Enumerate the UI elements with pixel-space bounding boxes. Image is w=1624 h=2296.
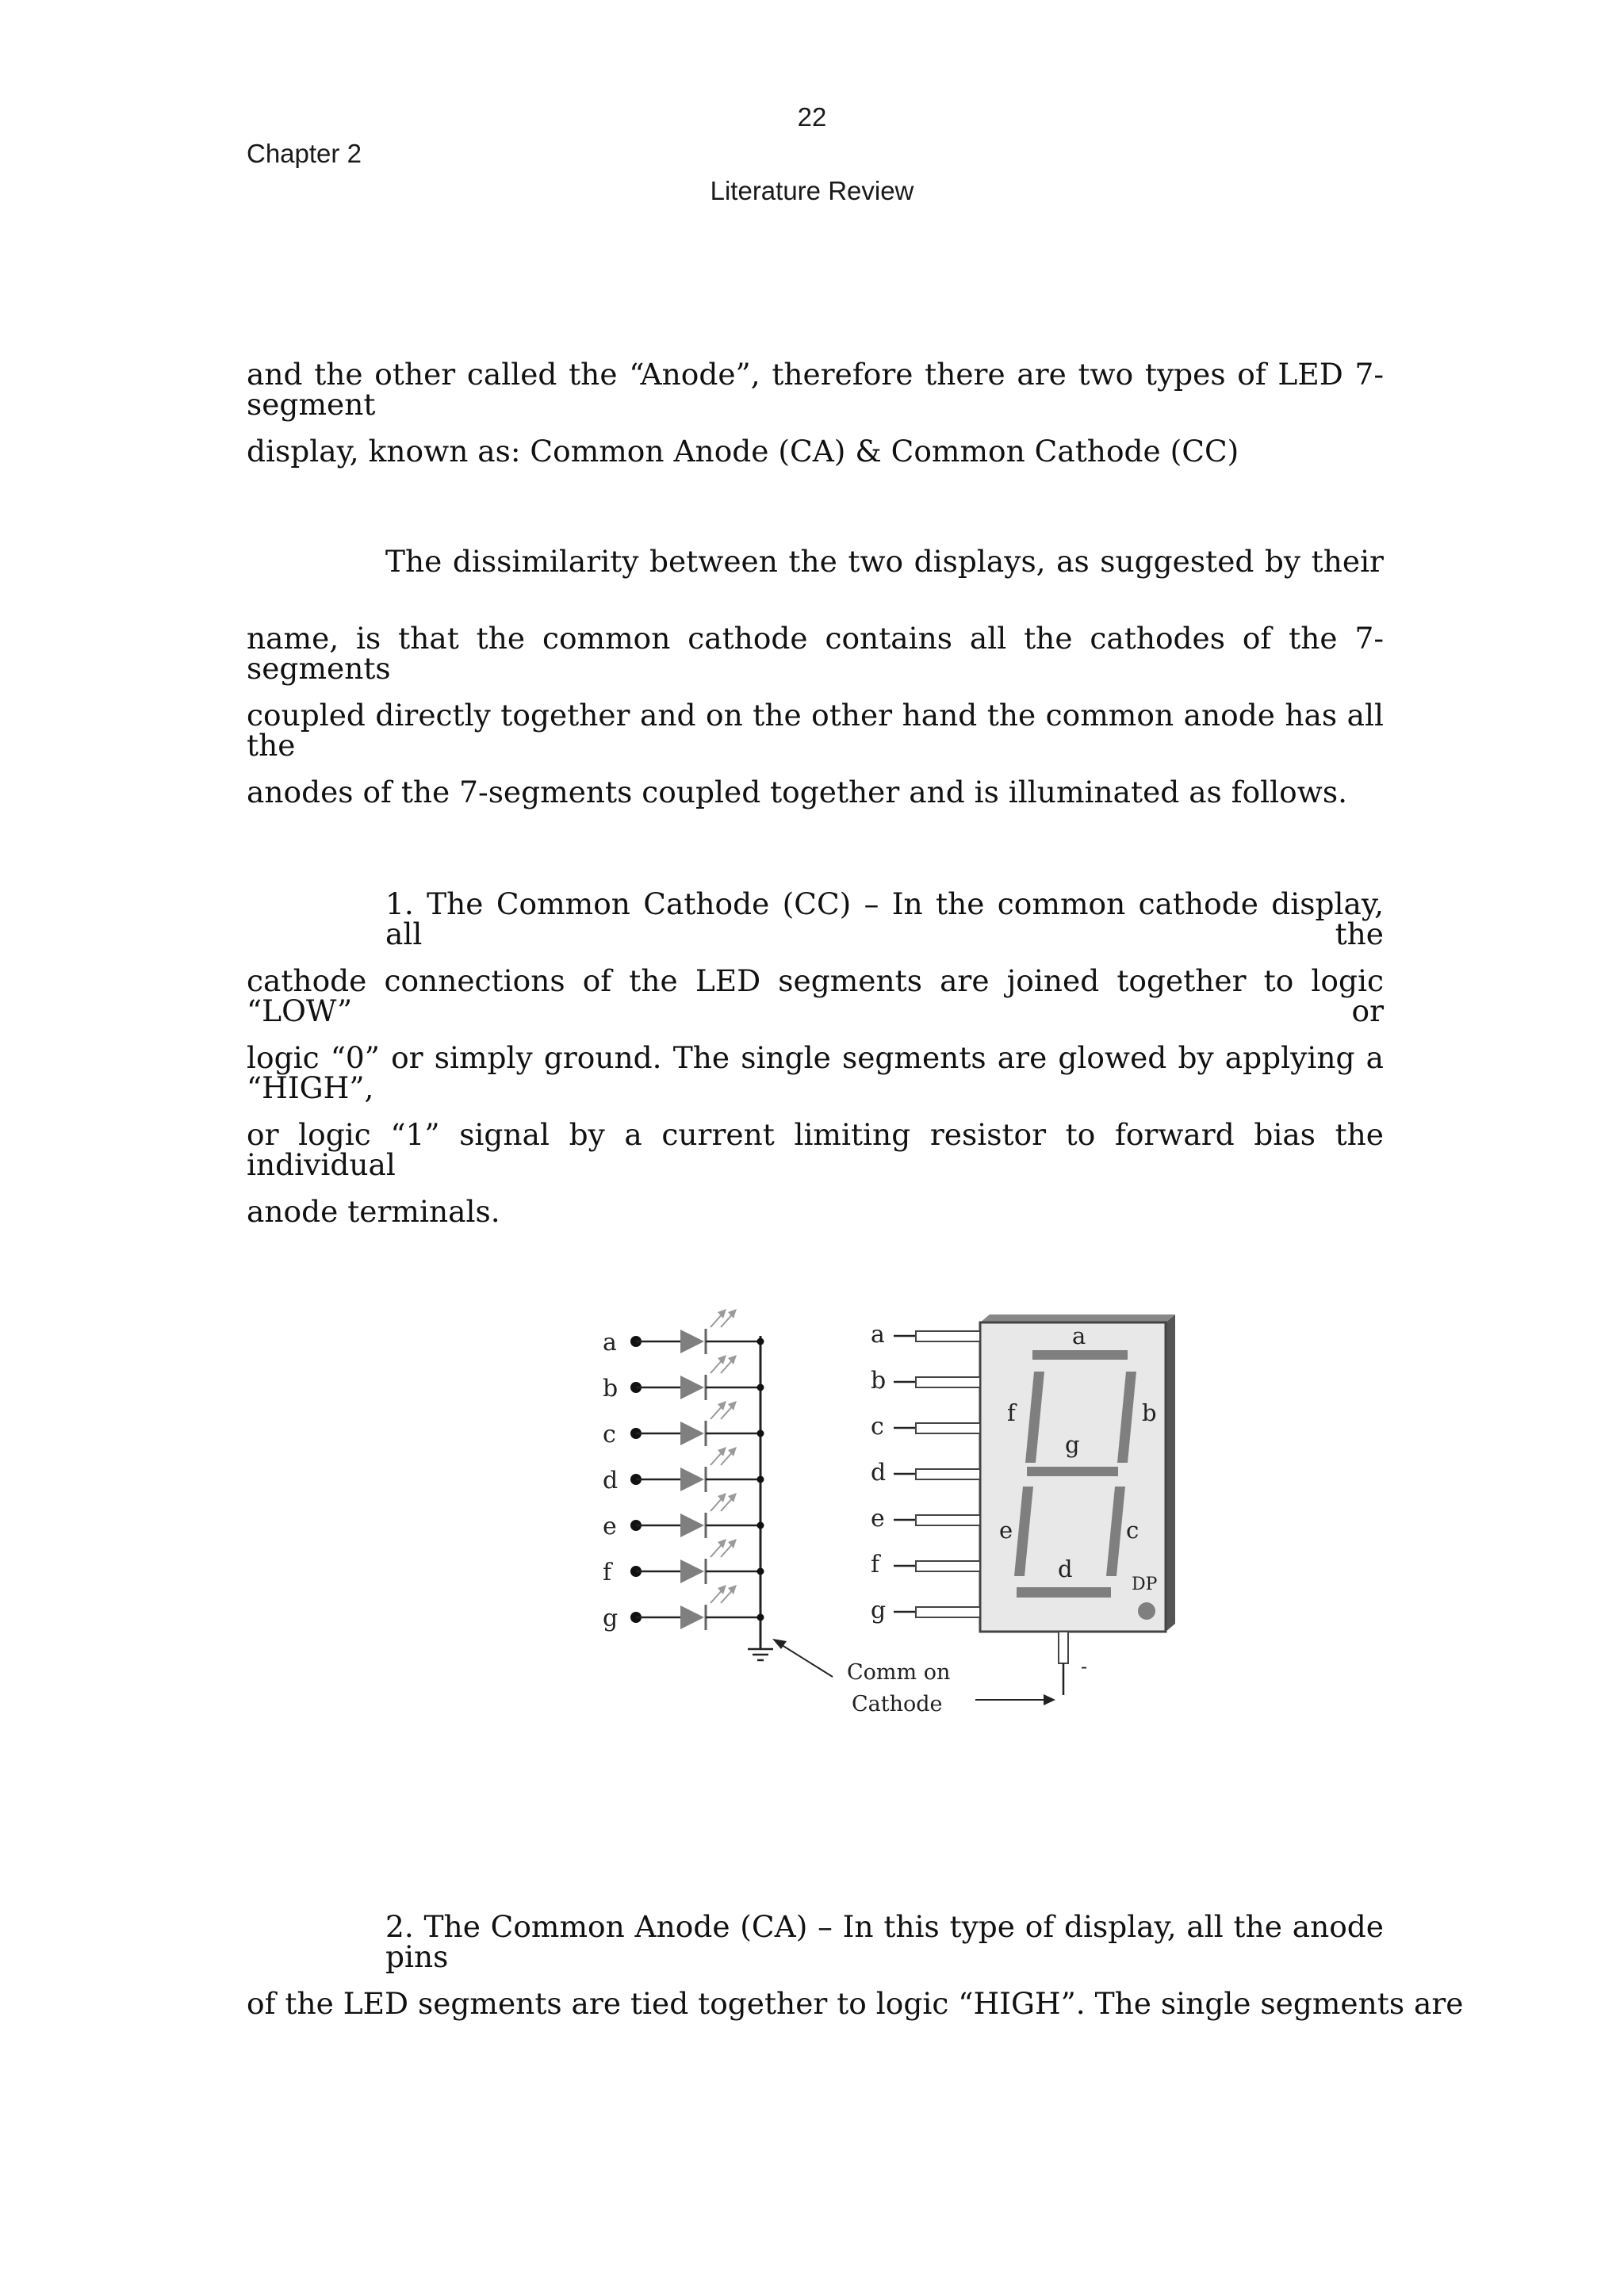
pin-label-a: a (603, 1329, 617, 1357)
segment-a (1032, 1350, 1128, 1360)
section-title: Literature Review (710, 176, 914, 205)
junction-dot (757, 1522, 764, 1529)
pin-lead-icon (916, 1469, 980, 1479)
junction-dot (757, 1614, 764, 1621)
common-pin-icon (1059, 1632, 1068, 1663)
chapter-label: Chapter 2 (247, 139, 362, 168)
pin-label-b: b (603, 1375, 619, 1402)
common-label-line1: Comm on (847, 1660, 951, 1685)
junction-dot (757, 1338, 764, 1345)
text-line: The dissimilarity between the two displays, as suggested by their (385, 544, 1384, 579)
text-line: or logic “1” signal by a current limiting resistor to forward bias the individual (247, 1117, 1384, 1182)
led-diode-icon (680, 1468, 704, 1491)
pin-lead-icon (916, 1423, 980, 1433)
junction-dot (757, 1476, 764, 1483)
segment-label-d: d (1058, 1556, 1073, 1582)
pin-label-a: a (871, 1321, 885, 1349)
segment-label-b: b (1142, 1399, 1157, 1426)
led-diode-icon (680, 1605, 704, 1629)
seven-segment-figure (579, 1300, 1189, 1728)
segment-g (1027, 1467, 1118, 1476)
page-number: 22 (797, 102, 827, 132)
pin-label-f: f (603, 1559, 612, 1586)
led-diode-icon (680, 1376, 704, 1399)
pin-lead-icon (916, 1561, 980, 1571)
led-schematic (603, 1309, 833, 1677)
display-side (1166, 1314, 1175, 1632)
text-line: cathode connections of the LED segments are joined together to logic “LOW” or (247, 963, 1384, 1028)
seven-segment-display (847, 1314, 1175, 1716)
pin-lead-icon (916, 1331, 980, 1341)
led-diode-icon (680, 1513, 704, 1537)
minus-sign: - (1081, 1655, 1088, 1678)
pin-label-c: c (603, 1421, 616, 1448)
arrow-head (1044, 1694, 1055, 1705)
junction-dot (757, 1384, 764, 1391)
pin-label-g: g (603, 1605, 619, 1632)
pin-label-d: d (871, 1459, 887, 1487)
text-line: 1. The Common Cathode (CC) – In the common cathode display, all the (385, 886, 1384, 951)
led-diode-icon (680, 1422, 704, 1445)
segment-label-a: a (1072, 1322, 1086, 1349)
segment-label-dp: DP (1132, 1575, 1158, 1594)
segment-d (1017, 1587, 1111, 1598)
segment-label-f: f (1007, 1399, 1016, 1426)
junction-dot (757, 1430, 764, 1437)
text-line: and the other called the “Anode”, therefore there are two types of LED 7-segment (247, 357, 1384, 422)
led-diode-icon (680, 1559, 704, 1583)
pin-label-b: b (871, 1367, 887, 1395)
pointer-arrow-icon (776, 1641, 833, 1677)
text-line: logic “0” or simply ground. The single segments are glowed by applying a “HIGH”, (247, 1040, 1384, 1105)
segment-label-e: e (999, 1517, 1013, 1544)
decimal-point (1138, 1602, 1155, 1620)
text-line: display, known as: Common Anode (CA) & Common Cathode (CC) (247, 434, 1239, 469)
pin-label-g: g (871, 1597, 887, 1624)
text-line: anodes of the 7-segments coupled together and is illuminated as follows. (247, 775, 1347, 809)
text-line: 2. The Common Anode (CA) – In this type of display, all the anode pins (385, 1909, 1384, 1974)
pin-label-e: e (603, 1513, 617, 1540)
pin-label-e: e (871, 1505, 885, 1533)
text-line: anode terminals. (247, 1194, 500, 1229)
segment-label-c: c (1126, 1517, 1139, 1544)
text-line: name, is that the common cathode contains all the cathodes of the 7-segments (247, 621, 1384, 686)
pin-lead-icon (916, 1607, 980, 1617)
text-line: coupled directly together and on the other hand the common anode has all the (247, 698, 1384, 763)
led-diode-icon (680, 1330, 704, 1353)
text-line: of the LED segments are tied together to logic “HIGH”. The single segments are (247, 1986, 1464, 2021)
pin-lead-icon (916, 1515, 980, 1525)
common-label-line2: Cathode (852, 1692, 943, 1716)
pin-lead-icon (916, 1377, 980, 1387)
junction-dot (757, 1568, 764, 1575)
pin-label-d: d (603, 1467, 619, 1494)
pin-label-f: f (871, 1551, 880, 1578)
segment-label-g: g (1065, 1431, 1080, 1458)
pin-label-c: c (871, 1413, 884, 1441)
